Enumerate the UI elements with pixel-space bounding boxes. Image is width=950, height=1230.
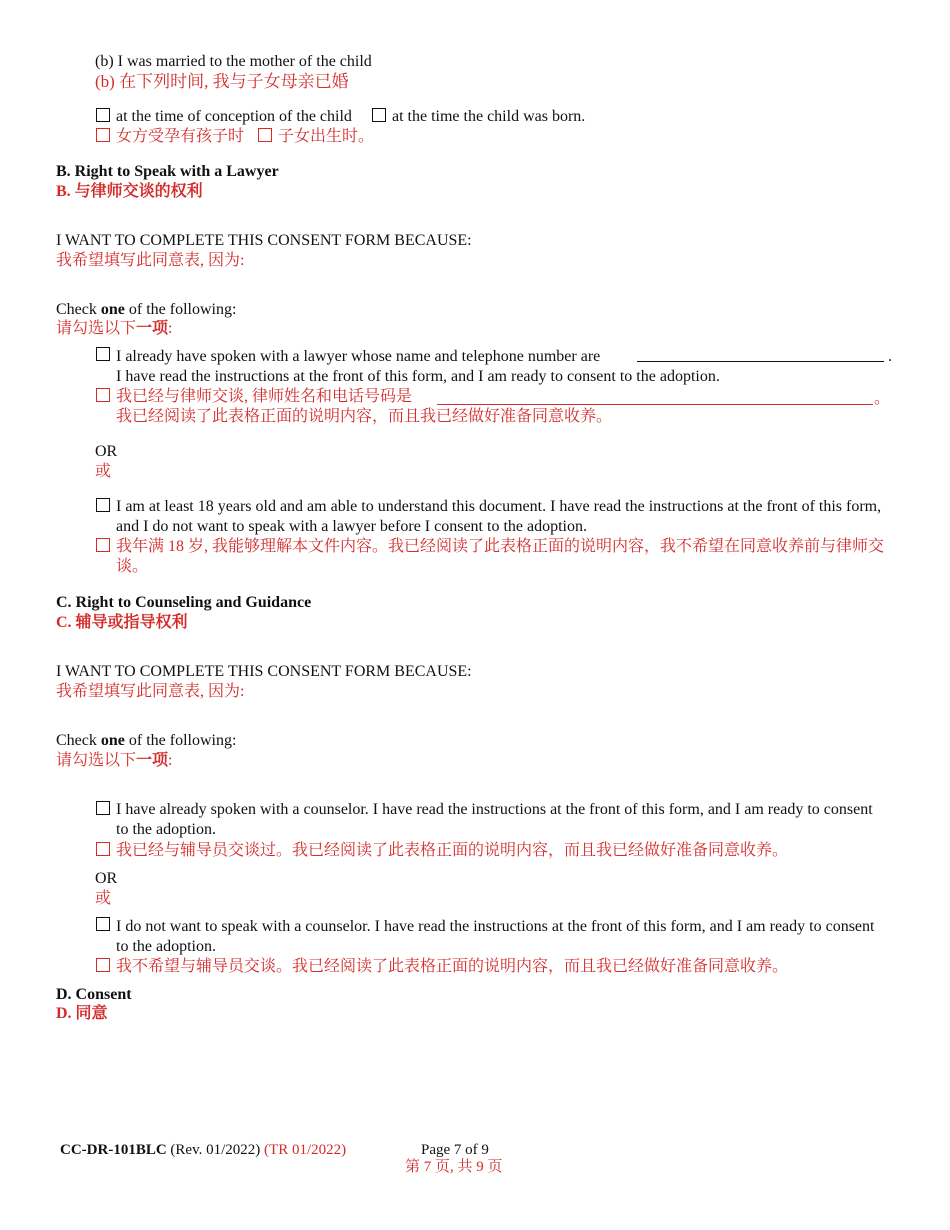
section-c-or-zh: 或 (95, 890, 112, 907)
no-lawyer-text-en: I am at least 18 years old and am able to understand this document. I have read the instructions at the front of this form, and I do not want to speak with a lawyer before I consent to the adoption. (116, 498, 882, 535)
counselor-spoken-checkbox[interactable] (96, 801, 110, 815)
conception-checkbox[interactable] (96, 108, 110, 122)
born-checkbox-zh[interactable] (258, 128, 272, 142)
conception-label-en: at the time of conception of the child (116, 108, 352, 125)
born-label-zh: 子女出生时。 (278, 128, 375, 145)
section-b-because-zh: 我希望填写此同意表, 因为: (56, 252, 245, 269)
section-d-heading-en: D. Consent (56, 986, 132, 1003)
section-c-check-one-zh: 请勾选以下一项: (56, 752, 173, 769)
section-b-heading-zh: B. 与律师交谈的权利 (56, 183, 203, 200)
section-c-because-zh: 我希望填写此同意表, 因为: (56, 683, 245, 700)
form-rev: (Rev. 01/2022) (170, 1142, 261, 1158)
section-b-because-en: I WANT TO COMPLETE THIS CONSENT FORM BECAUSE: (56, 232, 472, 249)
section-b-check-one-en: Check one of the following: (56, 301, 237, 318)
lawyer-spoken-checkbox-zh[interactable] (96, 388, 110, 402)
lawyer-line-end-zh: 。 (874, 390, 891, 407)
no-lawyer-checkbox[interactable] (96, 498, 110, 512)
lawyer-spoken-text2-zh: 我已经阅读了此表格正面的说明内容，而且我已经做好准备同意收养。 (116, 408, 613, 425)
no-lawyer-text-zh: 我年满 18 岁, 我能够理解本文件内容。我已经阅读了此表格正面的说明内容，我不希望在同意收养前与律师交谈。 (116, 538, 885, 575)
section-b-check-one-zh: 请勾选以下一项: (56, 320, 173, 337)
lawyer-name-phone-field[interactable] (637, 361, 884, 362)
born-checkbox[interactable] (372, 108, 386, 122)
lawyer-spoken-text-en: I already have spoken with a lawyer whose name and telephone number are (116, 348, 601, 365)
counselor-spoken-text-en: I have already spoken with a counselor. I have read the instructions at the front of this form, and I am ready to consent to the adoption. (116, 801, 873, 838)
section-b-heading-en: B. Right to Speak with a Lawyer (56, 163, 279, 180)
lawyer-line-end-en: . (888, 348, 892, 365)
no-counselor-checkbox-zh[interactable] (96, 958, 110, 972)
married-statement-en: (b) I was married to the mother of the child (95, 53, 372, 70)
counselor-spoken-checkbox-zh[interactable] (96, 842, 110, 856)
married-statement-zh: (b) 在下列时间, 我与子女母亲已婚 (95, 72, 349, 91)
section-c-heading-en: C. Right to Counseling and Guidance (56, 594, 312, 611)
conception-checkbox-zh[interactable] (96, 128, 110, 142)
lawyer-spoken-text-zh: 我已经与律师交谈, 律师姓名和电话号码是 (116, 388, 413, 405)
section-c-or-en: OR (95, 870, 118, 887)
lawyer-name-phone-field-zh[interactable] (437, 404, 873, 405)
section-b-or-zh: 或 (95, 463, 112, 480)
counselor-spoken-text-zh: 我已经与辅导员交谈过。我已经阅读了此表格正面的说明内容，而且我已经做好准备同意收养。 (116, 842, 789, 859)
lawyer-spoken-text2-en: I have read the instructions at the front of this form, and I am ready to consent to the adoption. (116, 368, 720, 385)
form-id: CC-DR-101BLC (60, 1142, 167, 1158)
section-b-or-en: OR (95, 443, 118, 460)
born-label-en: at the time the child was born. (392, 108, 586, 125)
page-number-en: Page 7 of 9 (421, 1142, 489, 1158)
section-c-because-en: I WANT TO COMPLETE THIS CONSENT FORM BECAUSE: (56, 663, 472, 680)
conception-label-zh: 女方受孕有孩子时 (116, 128, 245, 145)
no-counselor-text-en: I do not want to speak with a counselor. I have read the instructions at the front of this form, and I am ready to consent to the adoption. (116, 918, 875, 955)
no-counselor-text-zh: 我不希望与辅导员交谈。我已经阅读了此表格正面的说明内容，而且我已经做好准备同意收养。 (116, 958, 789, 975)
section-c-check-one-en: Check one of the following: (56, 732, 237, 749)
section-c-heading-zh: C. 辅导或指导权利 (56, 614, 188, 631)
section-d-heading-zh: D. 同意 (56, 1005, 108, 1022)
lawyer-spoken-checkbox[interactable] (96, 347, 110, 361)
page-number-zh: 第 7 页, 共 9 页 (405, 1159, 503, 1175)
no-counselor-checkbox[interactable] (96, 917, 110, 931)
footer-form-id (60, 1140, 346, 1160)
no-lawyer-checkbox-zh[interactable] (96, 538, 110, 552)
form-tr: (TR 01/2022) (264, 1142, 347, 1158)
